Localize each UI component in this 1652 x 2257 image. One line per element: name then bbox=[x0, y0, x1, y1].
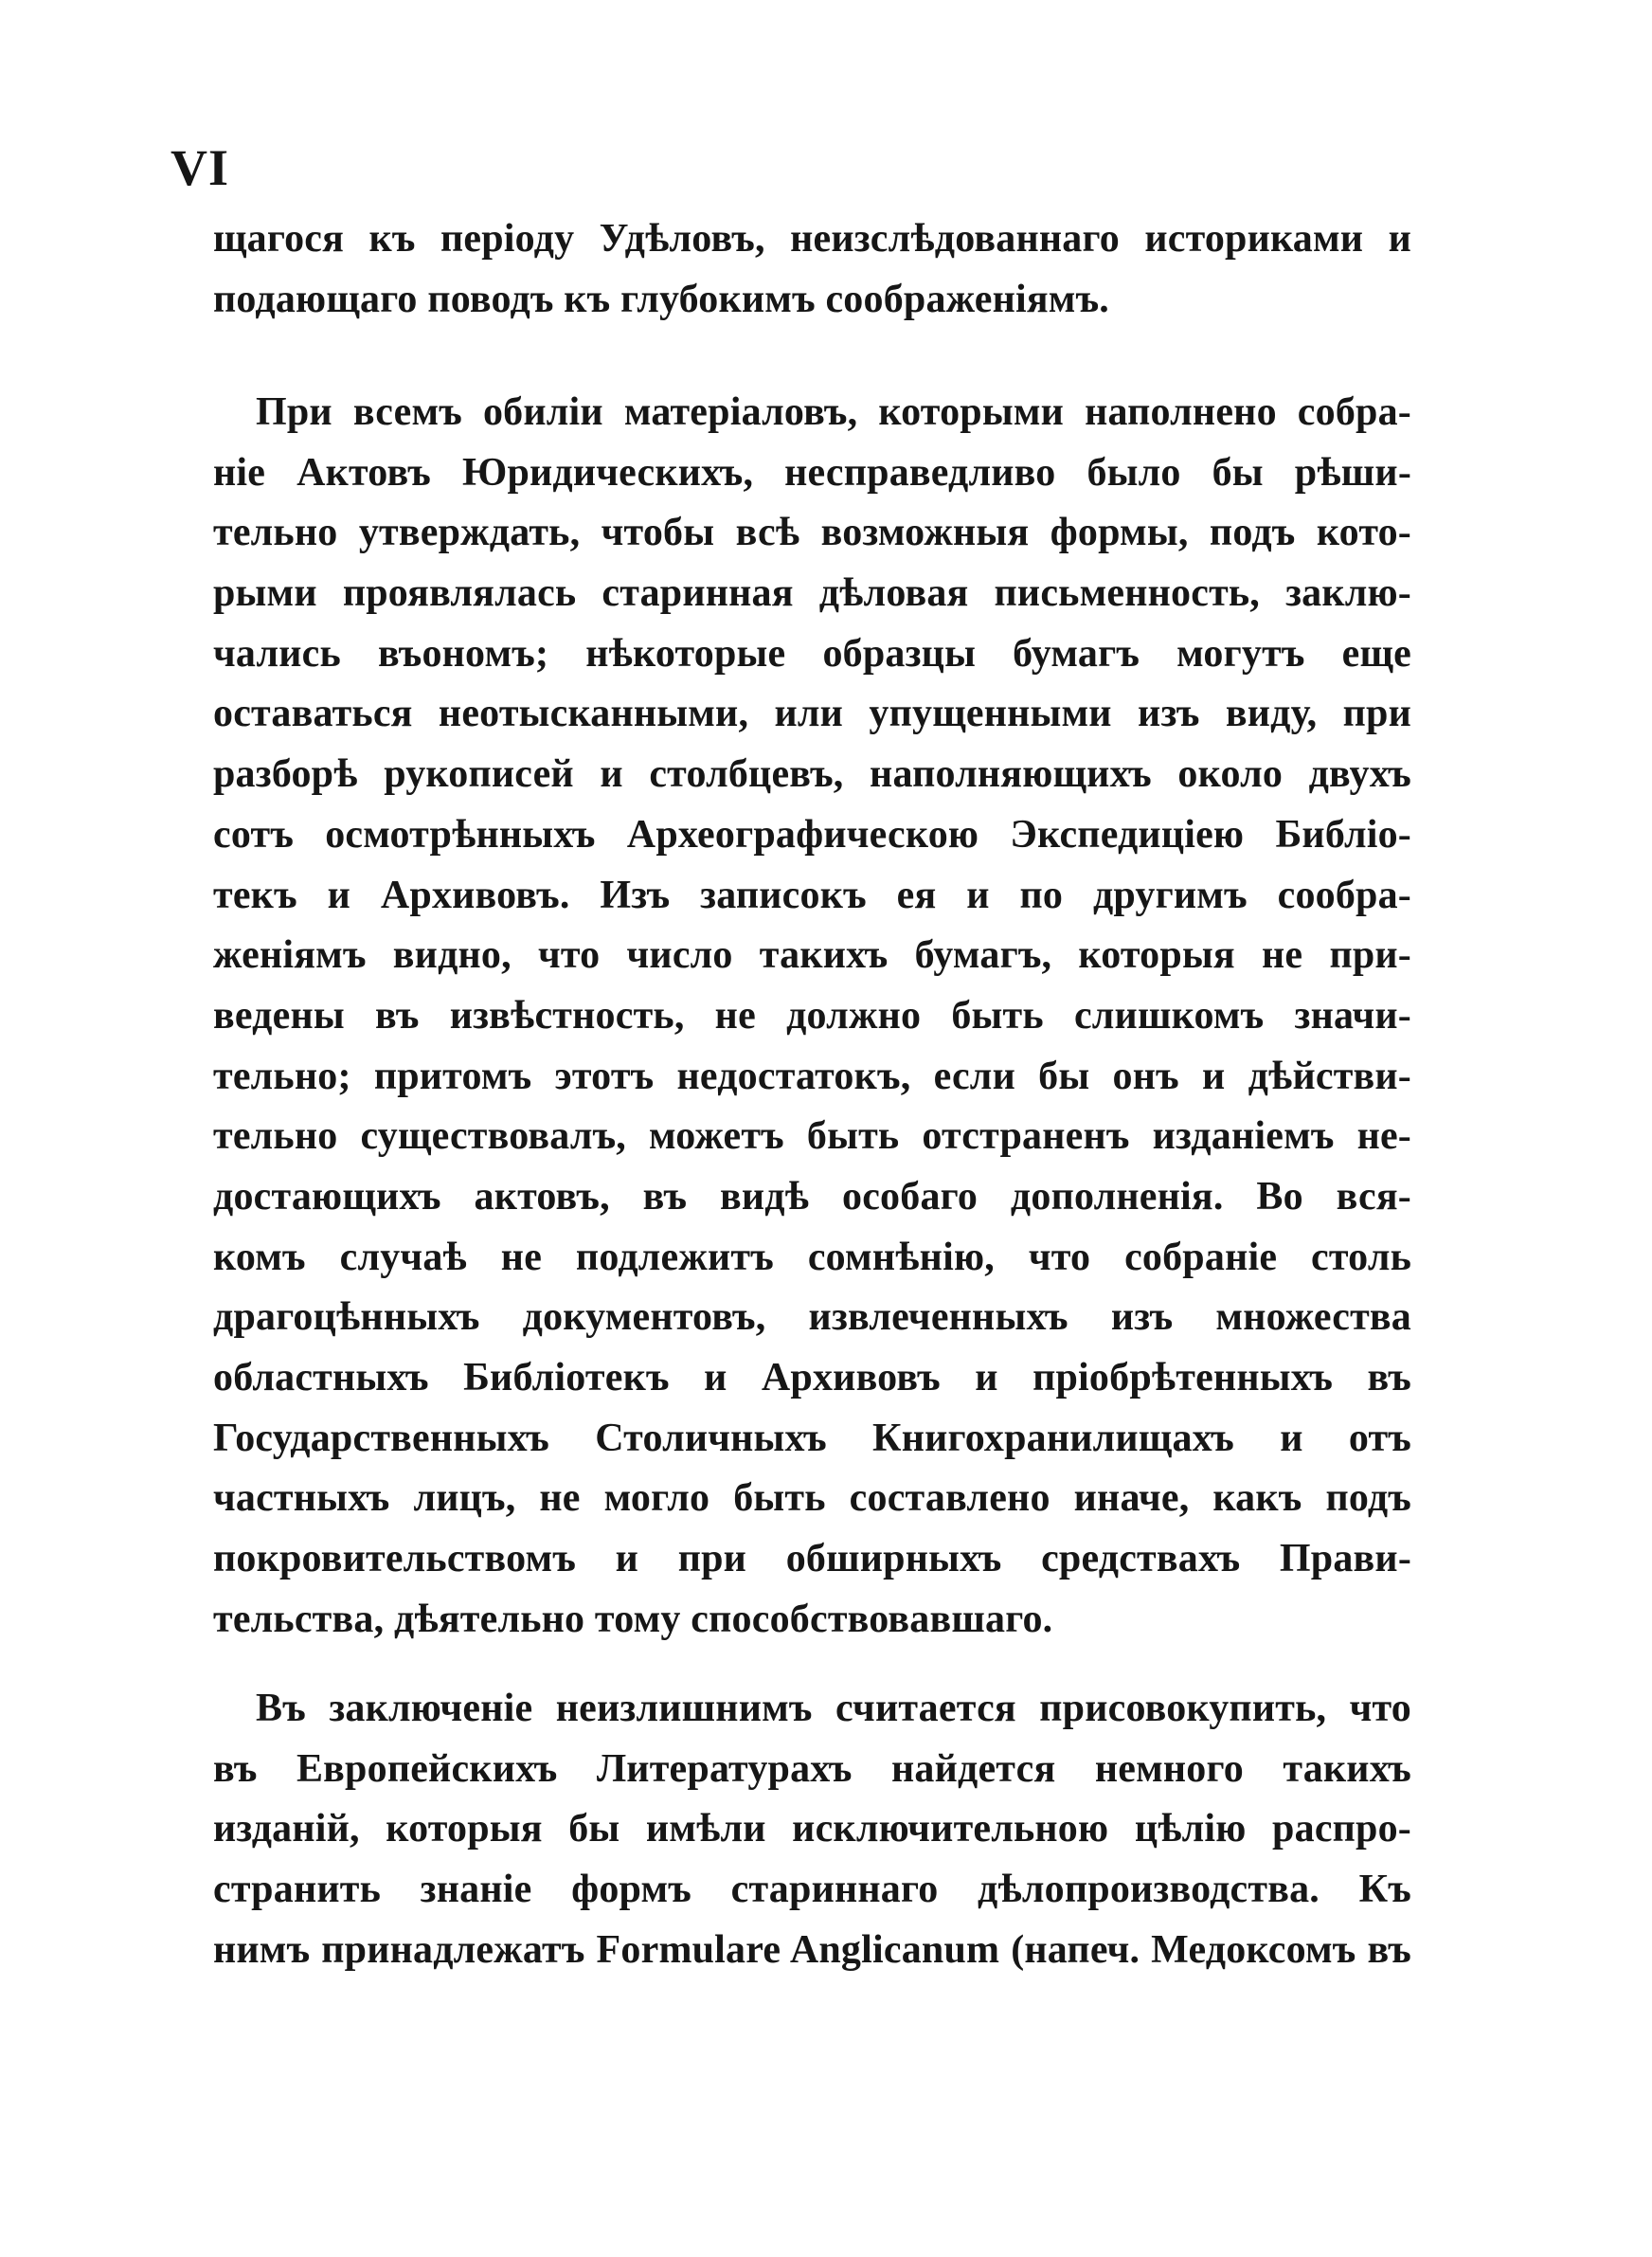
text-line: подающаго поводъ къ глубокимъ соображеніямъ. bbox=[213, 277, 1109, 321]
text-line: тельно утверждать, чтобы всѣ возможныя формы, подъ кото- bbox=[213, 511, 1411, 555]
text-line: нимъ принадлежатъ Formulare Anglicanum (напеч. Медоксомъ въ bbox=[213, 1927, 1411, 1972]
text-line: тельства, дѣятельно тому способствовавшаго. bbox=[213, 1597, 1053, 1641]
text-line: разборѣ рукописей и столбцевъ, наполняющихъ около двухъ bbox=[213, 752, 1411, 797]
text-line: ніе Актовъ Юридическихъ, несправедливо было бы рѣши- bbox=[213, 450, 1411, 495]
text-line: Въ заключеніе неизлишнимъ считается присовокупить, что bbox=[256, 1687, 1411, 1730]
paragraph-3 bbox=[213, 1679, 1411, 1980]
text-line: текъ и Архивовъ. Изъ записокъ ея и по другимъ сообра- bbox=[213, 873, 1411, 917]
text-line: частныхъ лицъ, не могло быть составлено иначе, какъ подъ bbox=[213, 1476, 1411, 1521]
text-line: странить знаніе формъ стариннаго дѣлопроизводства. Къ bbox=[213, 1868, 1411, 1912]
text-line: чались въономъ; нѣкоторые образцы бумагъ могутъ еще bbox=[213, 631, 1411, 676]
page-number: VI bbox=[171, 139, 230, 196]
text-line: тельно существовалъ, можетъ быть отстраненъ изданіемъ не- bbox=[213, 1114, 1411, 1159]
text-line: тельно; притомъ этотъ недостатокъ, если бы онъ и дѣйстви- bbox=[213, 1054, 1411, 1098]
text-line: оставаться неотысканными, или упущенными изъ виду, при bbox=[213, 692, 1411, 736]
text-line: щагося къ періоду Удѣловъ, неизслѣдованнаго историками и bbox=[213, 217, 1411, 261]
text-line: комъ случаѣ не подлежитъ сомнѣнію, что собраніе столь bbox=[213, 1235, 1411, 1279]
text-line: покровительствомъ и при обширныхъ средствахъ Прави- bbox=[213, 1537, 1411, 1581]
text-line: При всемъ обиліи матеріаловъ, которыми наполнено собра- bbox=[256, 390, 1411, 434]
text-line: достающихъ актовъ, въ видѣ особаго дополненія. Во вся- bbox=[213, 1174, 1411, 1219]
text-line: Государственныхъ Столичныхъ Книгохранилищахъ и отъ bbox=[213, 1416, 1411, 1460]
text-line: изданій, которыя бы имѣли исключительною цѣлію распро- bbox=[213, 1807, 1411, 1851]
text-line: въ Европейскихъ Литературахъ найдется немного такихъ bbox=[213, 1746, 1411, 1791]
text-line: рыми проявлялась старинная дѣловая письменность, заклю- bbox=[213, 571, 1411, 616]
text-line: сотъ осмотрѣнныхъ Археографическою Экспедиціею Библіо- bbox=[213, 812, 1411, 857]
paragraph-1 bbox=[213, 209, 1411, 330]
text-line: женіямъ видно, что число такихъ бумагъ, которыя не при- bbox=[213, 933, 1411, 978]
paragraph-2 bbox=[213, 383, 1411, 1650]
text-line: драгоцѣнныхъ документовъ, извлеченныхъ изъ множества bbox=[213, 1295, 1411, 1340]
text-line: областныхъ Библіотекъ и Архивовъ и пріобрѣтенныхъ въ bbox=[213, 1356, 1411, 1399]
text-line: ведены въ извѣстность, не должно быть слишкомъ значи- bbox=[213, 993, 1411, 1038]
